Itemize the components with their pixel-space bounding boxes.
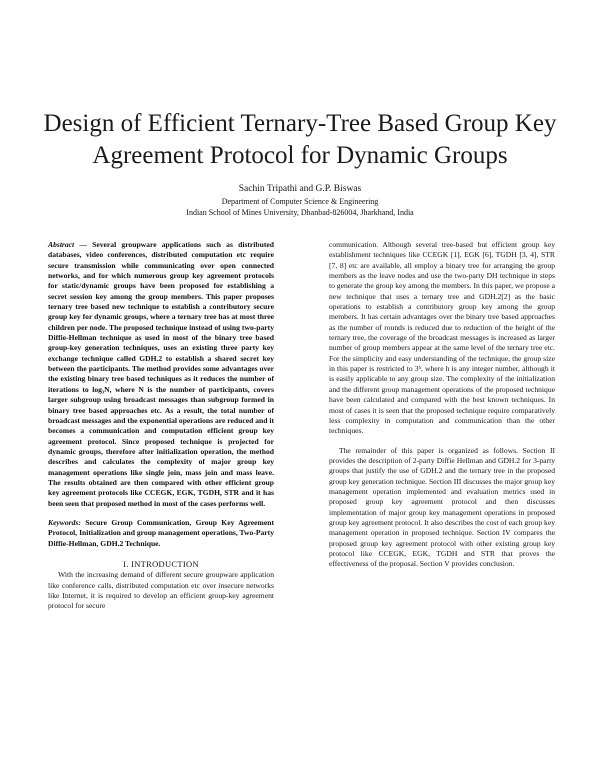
abstract	[48, 240, 274, 509]
left-column	[48, 240, 274, 612]
institution: Indian School of Mines University, Dhanbad-826004, Jharkhand, India	[186, 207, 414, 217]
paper-title: Design of Efficient Ternary-Tree Based Group Key Agreement Protocol for Dynamic Groups	[43, 110, 557, 169]
intro-paragraph-2: The remainder of this paper is organized as follows. Section II provides the description of 2-party Diffie Hellman and GDH.2 for 3-party groups that justify the use of GDH.2 and the ternary tree in the proposed group key generation technique. Section III discusses the major group key management operation implemented and evaluation metrics used in proposed group key agreement protocol and then discusses implementation of major group key management operations in proposed group key agreement protocol. It also describes the cost of each group key management operation in proposed technique. Section IV compares the proposed group key agreement protocol with other existing group key protocol like CCEGK, EGK, TGDH and STR that proves the effectiveness of the proposal. Section V provides conclusion.	[329, 445, 555, 569]
abstract-text: — Several groupware applications such as distributed databases, video conferences, distributed computation etc require secure transmission while communicating over open connected networks, and for which numerous group key agreement protocols for static/dynamic groups have been proposed for establishing a secret session key among the group members. This paper proposes ternary tree based new technique to establish a contributory secure group key for dynamic groups, where a ternary tree has at most three children per node. The proposed technique instead of using two-party Diffie-Hellman technique as used in most of the binary tree based group-key generation techniques, uses an existing three party key exchange technique called GDH.2 to establish a shared secret key between the participants. The method provides some advantages over the existing binary tree based techniques as it reduces the number of iterations to log₃N, where N is the number of participants, covers larger subgroup using broadcast messages than subgroup formed in binary tree based approaches etc. As a result, the total number of broadcast messages and the exponential operations are reduced and it becomes a communication and computation efficient group key agreement protocol. Since proposed technique is projected for dynamic groups, therefore after initialization operation, the method describes and calculates the complexity of major group key management operations like single join, mass join and mass leave. The results obtained are then compared with other efficient group key agreement protocols like CCEGK, EGK, TGDH, STR and it has been seen that proposed method in most of the cases performs well.	[48, 240, 274, 508]
department: Department of Computer Science & Engineering	[221, 197, 379, 206]
intro-paragraph-1: With the increasing demand of different secure groupware application like conference calls, distributed computation etc over insecure networks like Internet, it is required to develop an efficient group-key agreement protocol for secure	[48, 570, 274, 611]
keywords-label: Keywords:	[48, 517, 81, 527]
keywords-text: Secure Group Communication, Group Key Agreement Protocol, Initialization and group management operations, Two-Party Diffie-Hellman, GDH.2 Technique.	[48, 517, 274, 548]
author-affiliation	[100, 197, 500, 218]
keywords	[48, 518, 274, 549]
intro-paragraph-1-cont: communication. Although several tree-based but efficient group key establishment techniques like CCEGK [1], EGK [6], TGDH [3, 4], STR [7, 8] etc are available, all employ a binary tree for arranging the group members as the leave nodes and use the two-party DH technique in steps to generate the group key among the members. In this paper, we propose a new technique that uses a ternary tree and GDH.2[2] as the basic operations to establish a contributory group key among the group members. It has certain advantages over the binary tree based approaches as the number of rounds is reduced due to reduction of the height of the ternary tree, the coverage of the broadcast messages is increased as larger number of group members appear at the same level of the ternary tree etc. For the simplicity and easy understanding of the technique, the group size in this paper is restricted to 3ʰ, where h is any integer number, although it is easily applicable to any group size. The complexity of the initialization and the different group management operations of the proposed technique have been calculated and compared with the best known techniques. In most of cases it is seen that the proposed technique require comparatively less complexity in computation and communication than the other techniques.	[329, 240, 555, 436]
right-column	[329, 240, 555, 570]
abstract-label: Abstract	[48, 240, 75, 249]
section-heading-introduction: I. INTRODUCTION	[123, 558, 199, 569]
paper-authors: Sachin Tripathi and G.P. Biswas	[238, 184, 362, 194]
